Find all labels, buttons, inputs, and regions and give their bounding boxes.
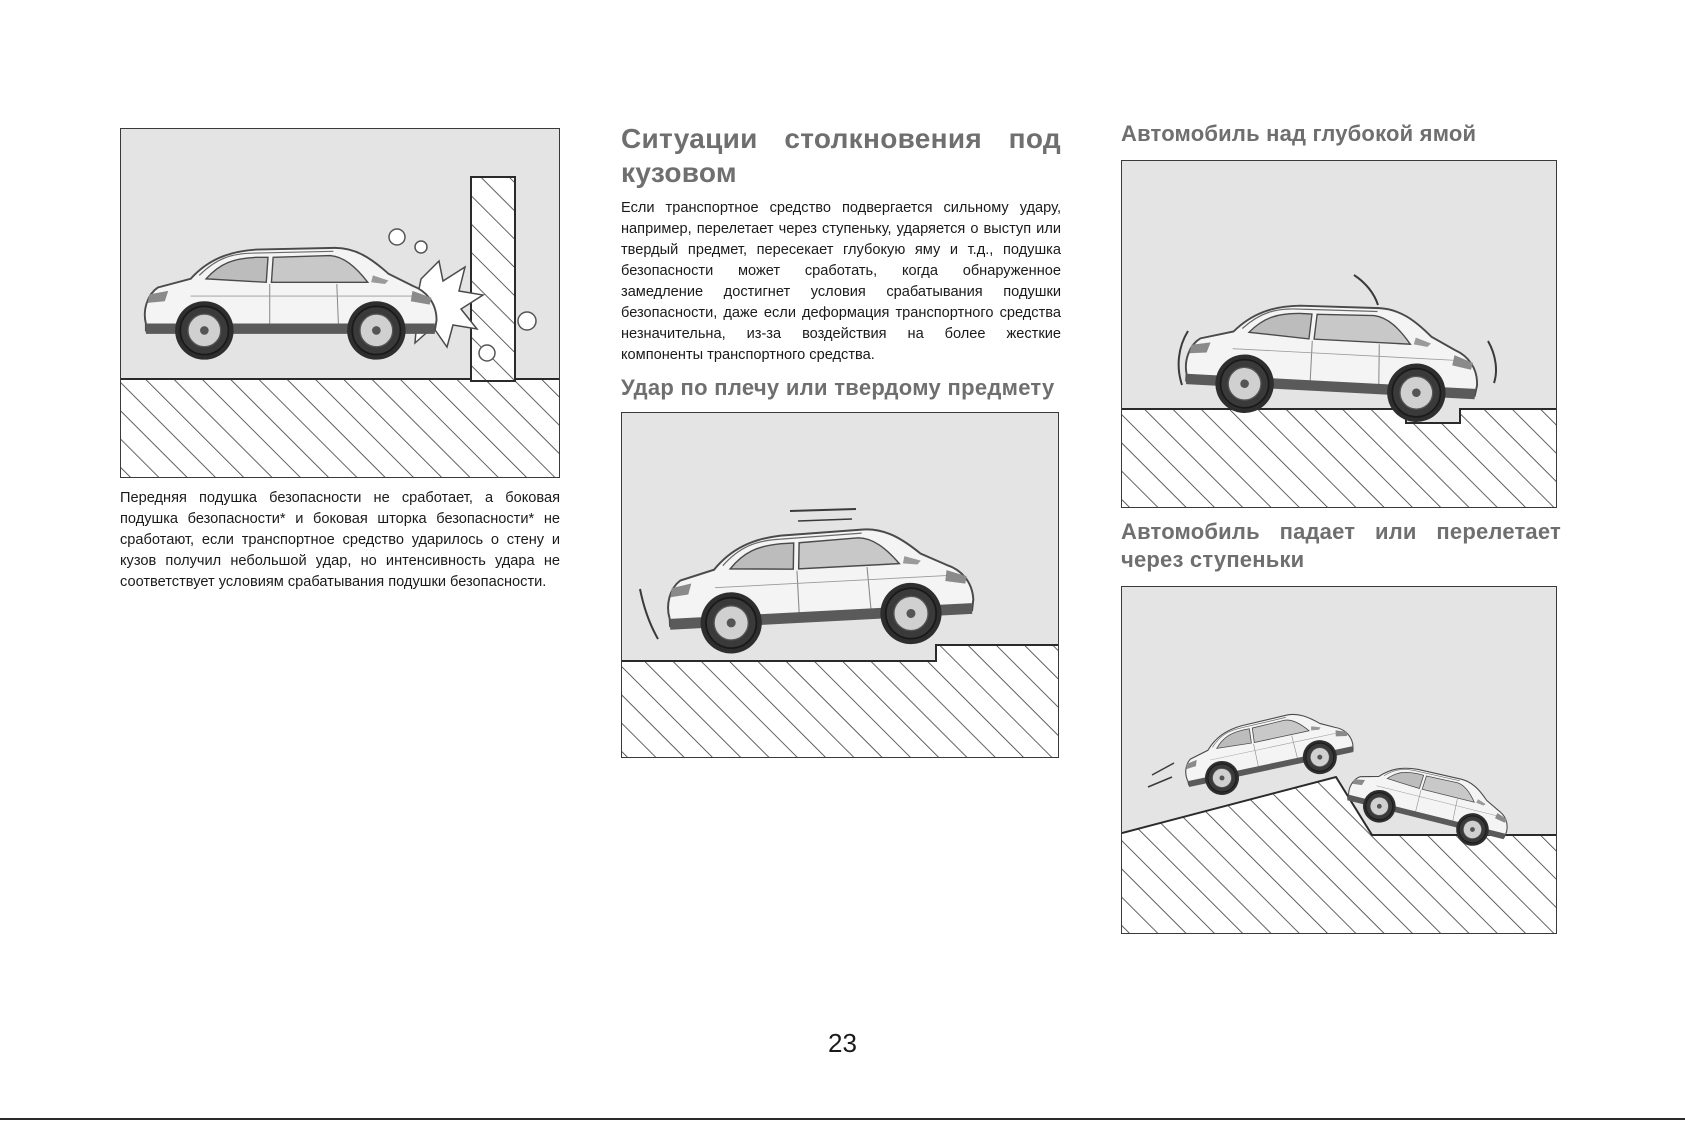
- subsection-title-shoulder: Удар по плечу или твердому предмету: [621, 375, 1055, 400]
- pit-heading: Автомобиль над глубокой ямой: [1121, 121, 1477, 146]
- section-paragraph: Если транспортное средство подвергается сильному удару, например, перелетает через ступеньку, ударяется о выступ или твердый предмет, пересекает глубокую яму и т.д., подушка безопасности может сработать, когда обнаруженное замедление достигнет условия срабатывания подушки безопасности, даже если деформация транспортного средства незначительна, из-за воздействия на более жесткие компоненты транспортного средства.: [621, 200, 1061, 363]
- bottom-divider: [0, 1118, 1685, 1120]
- wall-collision-caption: Передняя подушка безопасности не сработает, а боковая подушка безопасности* и боковая шторка безопасности* не сработают, если транспортное средство ударилось о стену и кузов получил небольшой удар, но интенсивность удара не соответствует условиям срабатывания подушки безопасности.: [120, 490, 560, 590]
- middle-column: [621, 122, 1061, 758]
- page-number: 23: [828, 1028, 857, 1058]
- right-column: [1121, 120, 1561, 934]
- steps-heading: Автомобиль падает или перелетает через ступеньки: [1121, 519, 1561, 572]
- wall-collision-illustration: [120, 128, 560, 478]
- left-column: [120, 128, 560, 593]
- section-title: Ситуации столкновения под кузовом: [621, 123, 1061, 188]
- deep-pit-illustration: [1121, 160, 1557, 508]
- falling-steps-illustration: [1121, 586, 1557, 934]
- shoulder-impact-illustration: [621, 412, 1059, 758]
